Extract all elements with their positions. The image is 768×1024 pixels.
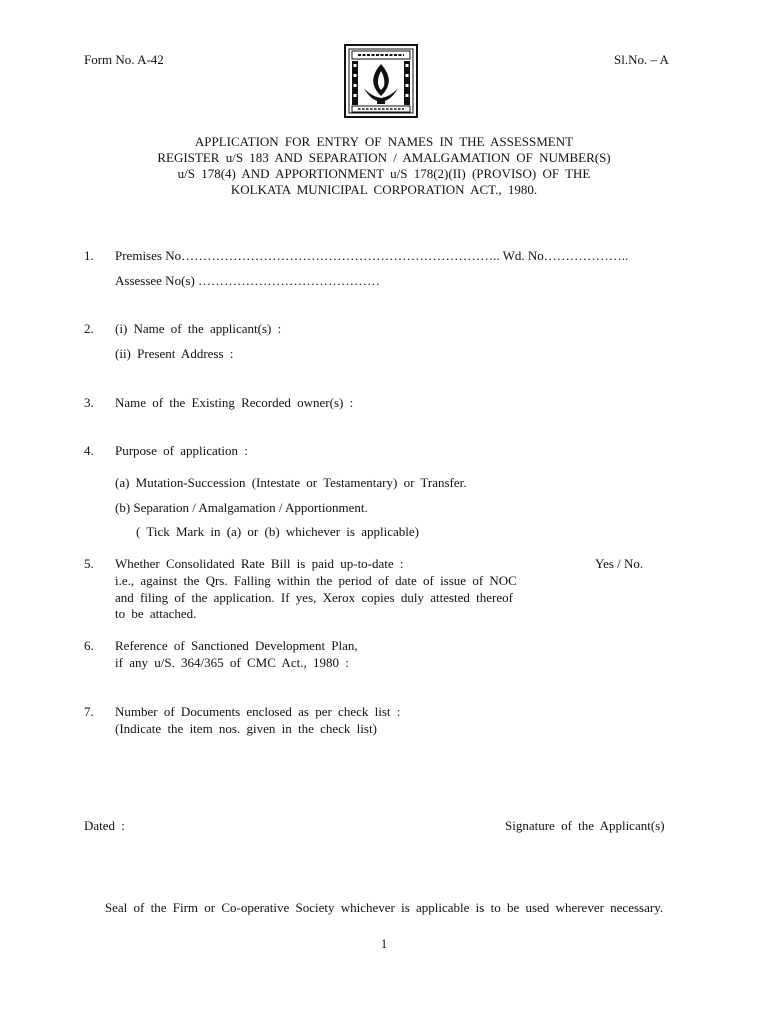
serial-number: Sl.No. – A [614,52,669,67]
rate-bill-detail-1: i.e., against the Qrs. Falling within the period of date of issue of NOC [115,573,517,588]
item-6-number: 6. [84,638,94,653]
premises-no-field: Premises No……………………………………………………………….. Wd. No……………….. [115,248,629,263]
title-line-2: REGISTER u/S 183 AND SEPARATION / AMALGAMATION OF NUMBER(S) [157,150,611,165]
tick-mark-note: ( Tick Mark in (a) or (b) whichever is applicable) [136,524,419,539]
development-plan-line-2: if any u/S. 364/365 of CMC Act., 1980 : [115,655,349,670]
item-1-number: 1. [84,248,94,263]
page-number: 1 [380,936,388,951]
title-line-1: APPLICATION FOR ENTRY OF NAMES IN THE ASSESSMENT [194,134,574,149]
dated-label: Dated : [84,818,125,833]
yes-no-answer: Yes / No. [595,556,644,571]
title-line-3: u/S 178(4) AND APPORTIONMENT u/S 178(2)(II) (PROVISO) OF THE [177,166,591,181]
existing-owner-field: Name of the Existing Recorded owner(s) : [115,395,354,410]
documents-count-line-2: (Indicate the item nos. given in the check list) [115,721,377,736]
item-7-number: 7. [84,704,94,719]
form-number: Form No. A-42 [84,52,164,67]
development-plan-line-1: Reference of Sanctioned Development Plan, [115,638,358,653]
item-5-number: 5. [84,556,94,571]
documents-count-line-1: Number of Documents enclosed as per check list : [115,704,401,719]
purpose-option-b: (b) Separation / Amalgamation / Apportionment. [115,500,368,515]
purpose-label: Purpose of application : [115,443,248,458]
item-3-number: 3. [84,395,94,410]
rate-bill-question: Whether Consolidated Rate Bill is paid up-to-date : [115,556,404,571]
present-address-field: (ii) Present Address : [115,346,234,361]
kmc-emblem-icon [344,44,418,118]
seal-note: Seal of the Firm or Co-operative Society whichever is applicable is to be used wherever necessary. [104,900,664,915]
item-2-number: 2. [84,321,94,336]
item-4-number: 4. [84,443,94,458]
applicant-name-field: (i) Name of the applicant(s) : [115,321,282,336]
rate-bill-detail-2: and filing of the application. If yes, Xerox copies duly attested thereof [115,590,513,605]
rate-bill-detail-3: to be attached. [115,606,197,621]
title-line-4: KOLKATA MUNICIPAL CORPORATION ACT., 1980. [230,182,538,197]
assessee-no-field: Assessee No(s) …………………………………… [115,273,381,288]
purpose-option-a: (a) Mutation-Succession (Intestate or Testamentary) or Transfer. [115,475,467,490]
applicant-signature-label: Signature of the Applicant(s) [505,818,665,833]
